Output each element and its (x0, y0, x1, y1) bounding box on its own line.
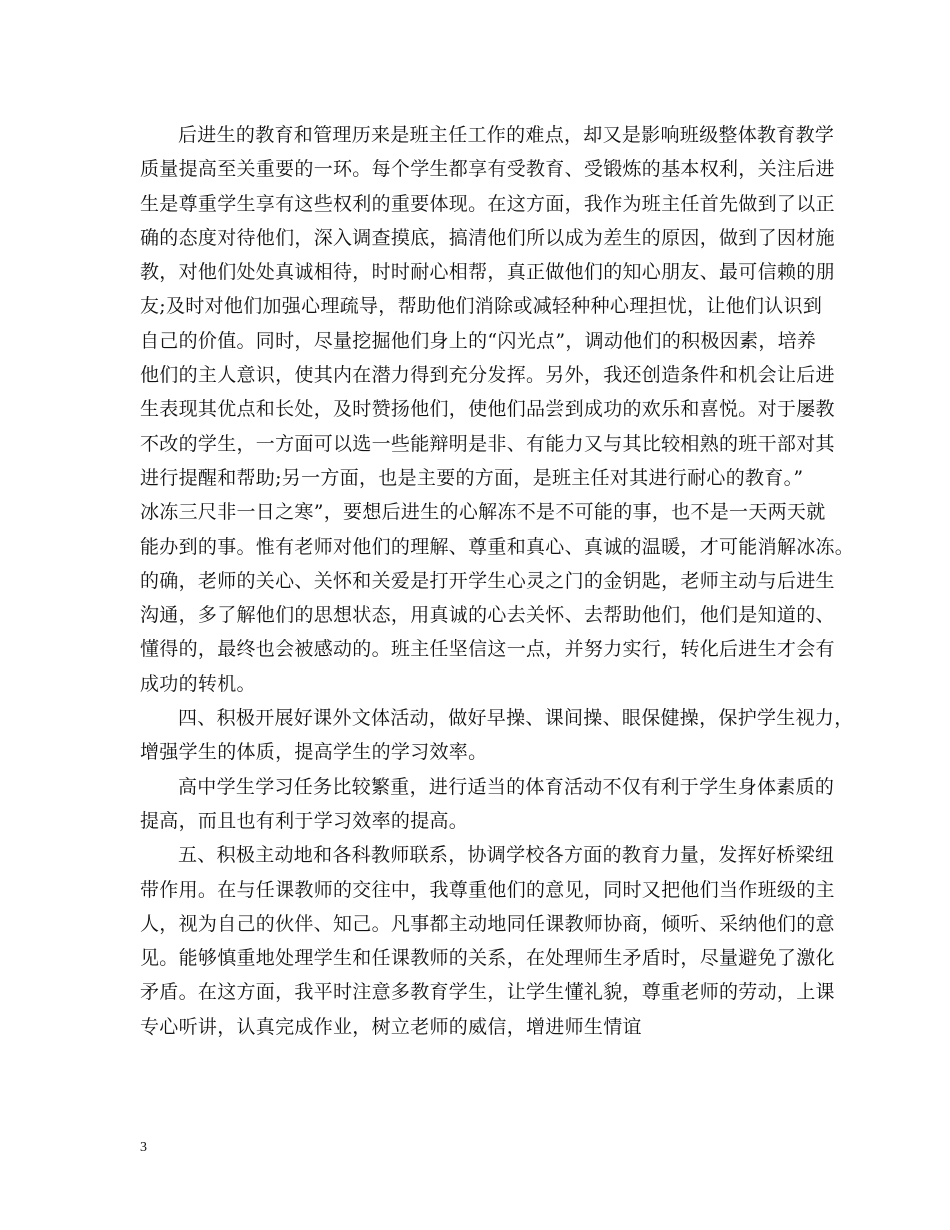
text-line: 五、积极主动地和各科教师联系，协调学校各方面的教育力量，发挥好桥梁纽 (178, 844, 835, 867)
text-line: 不改的学生，一方面可以选一些能辩明是非、有能力又与其比较相熟的班干部对其 (140, 432, 835, 455)
text-line: 人，视为自己的伙伴、知己。凡事都主动地同任课教师协商，倾听、采纳他们的意 (140, 912, 835, 935)
text-line: 成功的转机。 (140, 672, 256, 695)
text-line: 生表现其优点和长处，及时赞扬他们，使他们品尝到成功的欢乐和喜悦。对于屡教 (140, 398, 835, 421)
page-number: 3 (140, 1140, 147, 1155)
text-line: 四、积极开展好课外文体活动，做好早操、课间操、眼保健操，保护学生视力， (178, 707, 854, 730)
text-line: 友;及时对他们加强心理疏导，帮助他们消除或减轻种种心理担忧，让他们认识到 (140, 295, 823, 318)
text-line: 提高，而且也有利于学习效率的提高。 (140, 809, 469, 832)
document-body (140, 118, 855, 1044)
text-line: 专心听讲，认真完成作业，树立老师的威信，增进师生情谊 (140, 1015, 642, 1038)
text-line: 他们的主人意识，使其内在潜力得到充分发挥。另外，我还创造条件和机会让后进 (140, 364, 835, 387)
text-line: 矛盾。在这方面，我平时注意多教育学生，让学生懂礼貌，尊重老师的劳动，上课 (140, 981, 835, 1004)
text-line: 确的态度对待他们，深入调查摸底，搞清他们所以成为差生的原因，做到了因材施 (140, 226, 835, 249)
text-line: 带作用。在与任课教师的交往中，我尊重他们的意见，同时又把他们当作班级的主 (140, 878, 835, 901)
text-line: 懂得的，最终也会被感动的。班主任坚信这一点，并努力实行，转化后进生才会有 (140, 638, 835, 661)
text-line: 沟通，多了解他们的思想状态，用真诚的心去关怀、去帮助他们，他们是知道的、 (140, 604, 835, 627)
text-line: 的确，老师的关心、关怀和关爱是打开学生心灵之门的金钥匙，老师主动与后进生 (140, 569, 835, 592)
text-line: 教，对他们处处真诚相待，时时耐心相帮，真正做他们的知心朋友、最可信赖的朋 (140, 261, 835, 284)
text-line: 冰冻三尺非一日之寒”，要想后进生的心解冻不是不可能的事，也不是一天两天就 (140, 501, 826, 524)
text-line: 后进生的教育和管理历来是班主任工作的难点，却又是影响班级整体教育教学 (178, 124, 835, 146)
text-line: 自己的价值。同时，尽量挖掘他们身上的“闪光点”，调动他们的积极因素，培养 (140, 329, 817, 352)
text-line: 高中学生学习任务比较繁重，进行适当的体育活动不仅有利于学生身体素质的 (178, 775, 835, 798)
text-line: 见。能够慎重地处理学生和任课教师的关系，在处理师生矛盾时，尽量避免了激化 (140, 947, 835, 970)
text-line: 进行提醒和帮助;另一方面，也是主要的方面，是班主任对其进行耐心的教育。” (140, 466, 804, 489)
text-line: 生是尊重学生享有这些权利的重要体现。在这方面，我作为班主任首先做到了以正 (140, 192, 835, 215)
text-line: 能办到的事。惟有老师对他们的理解、尊重和真心、真诚的温暖，才可能消解冰冻。 (140, 535, 855, 558)
text-line: 增强学生的体质，提高学生的学习效率。 (140, 741, 488, 764)
text-line: 质量提高至关重要的一环。每个学生都享有受教育、受锻炼的基本权利，关注后进 (140, 158, 835, 181)
